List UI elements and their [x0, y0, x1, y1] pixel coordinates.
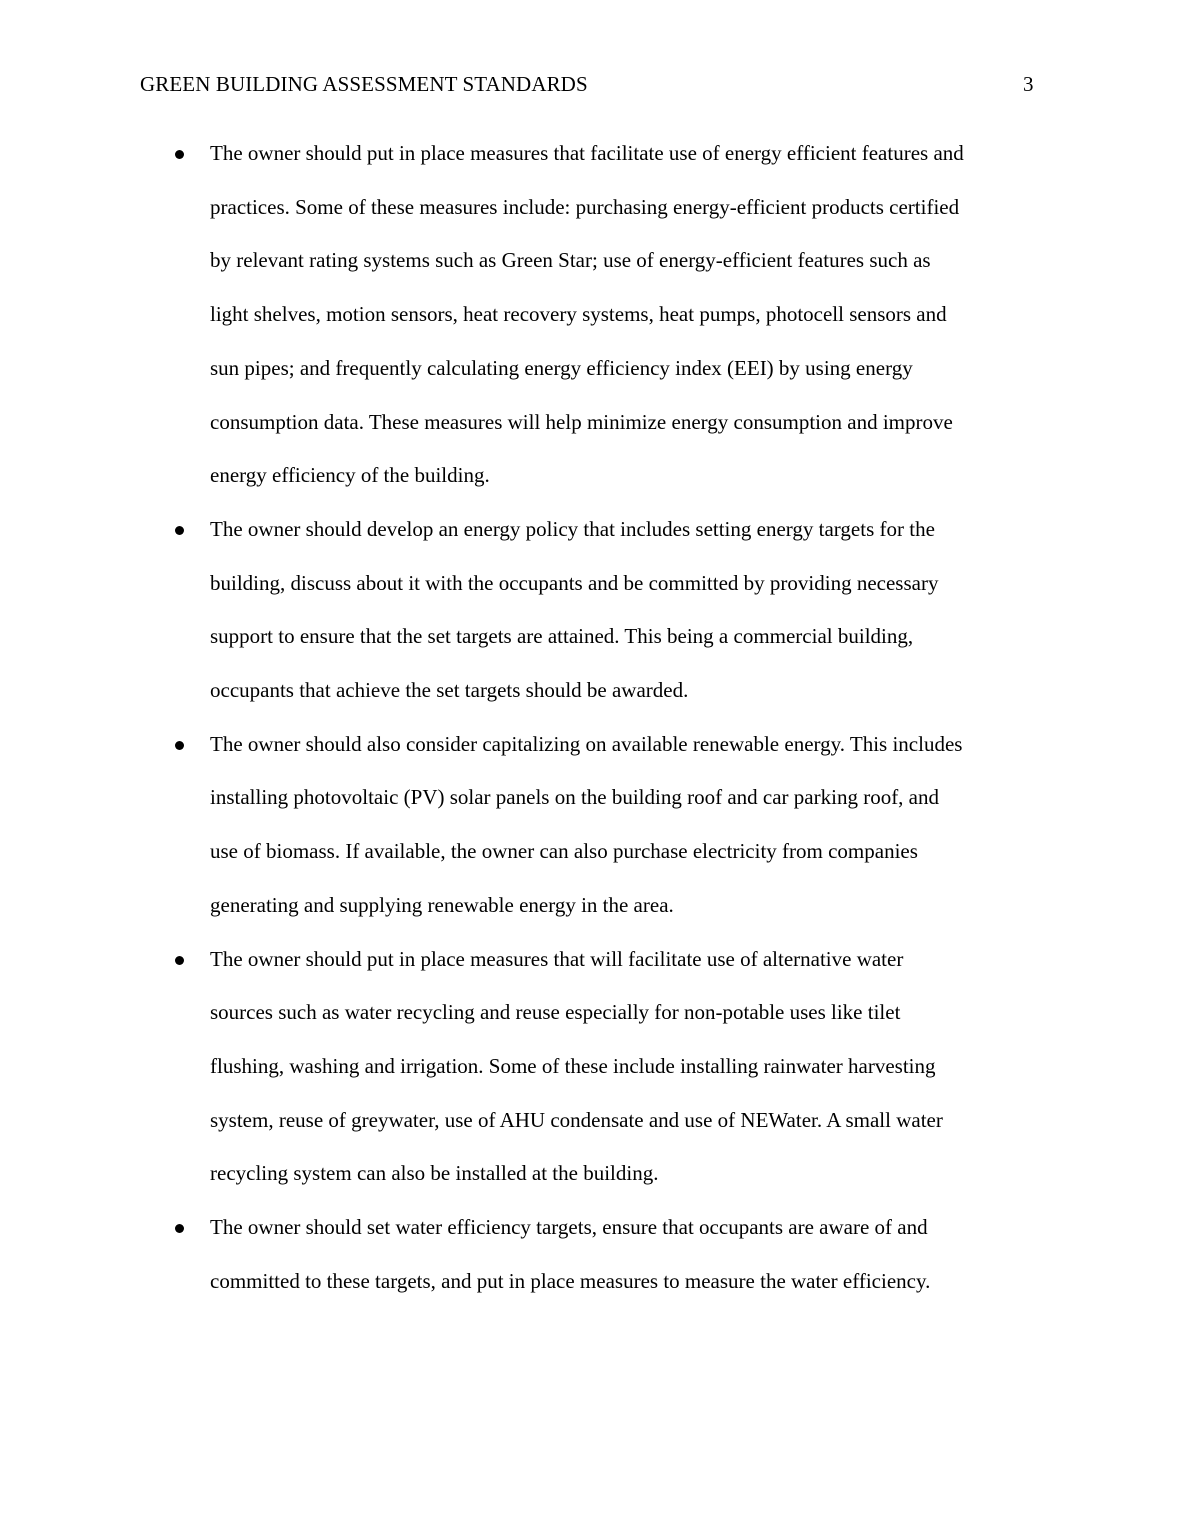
- bullet-text-line: by relevant rating systems such as Green Star; use of energy-efficient features such as: [210, 248, 931, 273]
- bullet-text-line: The owner should set water efficiency targets, ensure that occupants are aware of and: [210, 1215, 928, 1240]
- bullet-text-line: practices. Some of these measures include: purchasing energy-efficient products certified: [210, 194, 960, 219]
- bullet-text-line: recycling system can also be installed at the building.: [210, 1161, 659, 1186]
- bullet-text-line: installing photovoltaic (PV) solar panels on the building roof and car parking roof, and: [210, 785, 940, 810]
- page-number: 3: [1023, 72, 1034, 96]
- bullet-text-line: The owner should put in place measures that will facilitate use of alternative water: [210, 946, 904, 971]
- bullet-list: [0, 127, 1190, 1308]
- bullet-item: [0, 127, 1190, 503]
- bullet-point-icon: [175, 1224, 184, 1233]
- bullet-text-line: sources such as water recycling and reuse especially for non-potable uses like tilet: [210, 1000, 901, 1025]
- bullet-item: [0, 1201, 1190, 1308]
- bullet-paragraph: [210, 503, 1060, 718]
- running-head: GREEN BUILDING ASSESSMENT STANDARDS: [140, 72, 588, 96]
- bullet-point-icon: [175, 526, 184, 535]
- bullet-text-line: The owner should develop an energy policy that includes setting energy targets for the: [210, 516, 935, 541]
- bullet-text-line: The owner should put in place measures that facilitate use of energy efficient features and: [210, 141, 964, 165]
- bullet-text-line: system, reuse of greywater, use of AHU condensate and use of NEWater. A small water: [210, 1107, 943, 1132]
- bullet-text-line: support to ensure that the set targets are attained. This being a commercial building,: [210, 624, 914, 649]
- bullet-point-icon: [175, 150, 184, 159]
- bullet-paragraph: [210, 933, 1060, 1202]
- bullet-text-line: sun pipes; and frequently calculating energy efficiency index (EEI) by using energy: [210, 355, 913, 380]
- bullet-text-line: The owner should also consider capitalizing on available renewable energy. This includes: [210, 731, 963, 756]
- bullet-text-line: use of biomass. If available, the owner can also purchase electricity from companies: [210, 839, 918, 864]
- bullet-point-icon: [175, 741, 184, 750]
- bullet-text-line: consumption data. These measures will help minimize energy consumption and improve: [210, 409, 953, 434]
- bullet-point-icon: [175, 956, 184, 965]
- bullet-text-line: energy efficiency of the building.: [210, 463, 490, 488]
- bullet-paragraph: [210, 718, 1060, 933]
- bullet-item: [0, 503, 1190, 718]
- bullet-paragraph: [210, 127, 1060, 503]
- bullet-text-line: occupants that achieve the set targets should be awarded.: [210, 678, 689, 703]
- bullet-text-line: light shelves, motion sensors, heat recovery systems, heat pumps, photocell sensors and: [210, 302, 947, 327]
- bullet-text-line: building, discuss about it with the occupants and be committed by providing necessary: [210, 570, 939, 595]
- bullet-paragraph: [210, 1201, 1060, 1308]
- bullet-text-line: generating and supplying renewable energy in the area.: [210, 892, 674, 917]
- bullet-item: [0, 933, 1190, 1202]
- bullet-item: [0, 718, 1190, 933]
- bullet-text-line: committed to these targets, and put in place measures to measure the water efficiency.: [210, 1268, 931, 1293]
- bullet-text-line: flushing, washing and irrigation. Some of these include installing rainwater harvesting: [210, 1053, 936, 1078]
